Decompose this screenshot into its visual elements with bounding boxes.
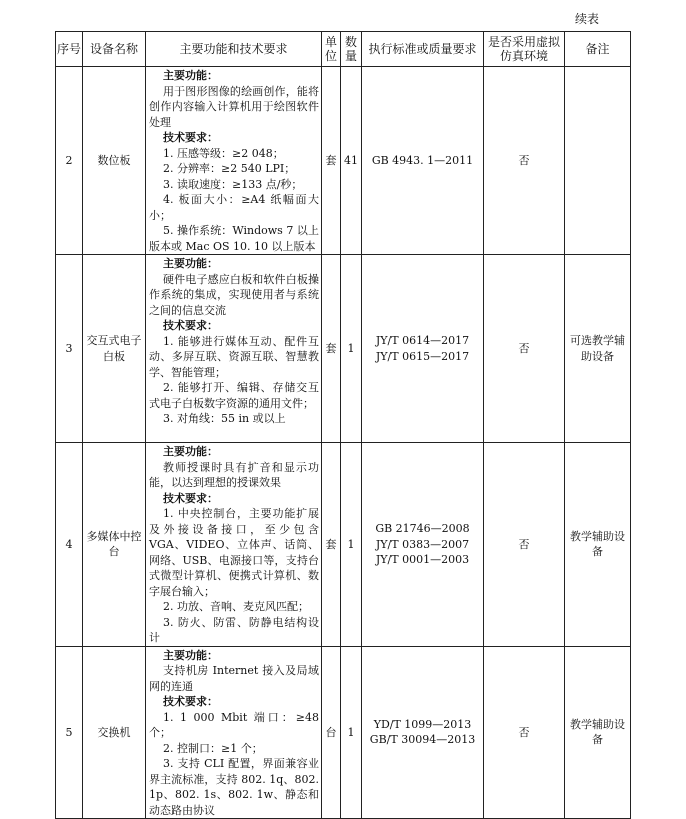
row-std bbox=[362, 443, 484, 647]
tech-item: 2. 控制口：≥1 个； bbox=[163, 741, 263, 755]
tech-title: 技术要求： bbox=[163, 491, 218, 505]
row-func bbox=[146, 443, 322, 647]
tech-item: 2. 能够打开、编辑、存储交互式电子白板数字资源的通用文件； bbox=[149, 381, 319, 410]
header-qty: 数量 bbox=[341, 32, 362, 67]
table-row bbox=[56, 67, 631, 255]
row-no: 3 bbox=[56, 255, 83, 443]
row-no: 5 bbox=[56, 646, 83, 819]
row-no: 2 bbox=[56, 67, 83, 255]
std-item: YD/T 1099—2013 bbox=[373, 717, 472, 731]
row-vr: 否 bbox=[484, 646, 565, 819]
tech-item: 4. 板面大小：≥A4 纸幅面大小； bbox=[149, 193, 319, 222]
header-vr: 是否采用虚拟仿真环境 bbox=[484, 32, 565, 67]
func-text: 支持机房 Internet 接入及局域网的连通 bbox=[149, 664, 319, 693]
row-vr: 否 bbox=[484, 443, 565, 647]
row-func bbox=[146, 646, 322, 819]
func-text: 硬件电子感应白板和软件白板操作系统的集成，实现使用者与系统之间的信息交流 bbox=[149, 272, 319, 317]
func-text: 教师授课时具有扩音和显示功能，以达到理想的授课效果 bbox=[149, 460, 319, 489]
tech-title: 技术要求： bbox=[163, 319, 218, 332]
row-note bbox=[565, 67, 631, 255]
func-title: 主要功能： bbox=[163, 69, 218, 82]
row-std bbox=[362, 646, 484, 819]
row-qty: 1 bbox=[341, 443, 362, 647]
row-unit: 套 bbox=[322, 443, 341, 647]
header-std: 执行标准或质量要求 bbox=[362, 32, 484, 67]
row-std bbox=[362, 67, 484, 255]
row-note: 可选教学辅助设备 bbox=[565, 255, 631, 443]
row-std bbox=[362, 255, 484, 443]
table-row bbox=[56, 646, 631, 819]
tech-item: 1. 压感等级：≥2 048； bbox=[163, 146, 284, 160]
tech-item: 3. 对角线：55 in 或以上 bbox=[163, 412, 286, 425]
tech-item: 5. 操作系统：Windows 7 以上版本或 Mac OS 10. 10 以上版本 bbox=[149, 224, 319, 253]
tech-item: 3. 支持 CLI 配置，界面兼容业界主流标准，支持 802. 1q、802. 1p、802. 1s、802. 1w、静态和动态路由协议 bbox=[149, 757, 319, 817]
row-unit: 台 bbox=[322, 646, 341, 819]
row-qty: 41 bbox=[341, 67, 362, 255]
row-qty: 1 bbox=[341, 646, 362, 819]
row-note: 教学辅助设备 bbox=[565, 646, 631, 819]
func-title: 主要功能： bbox=[163, 445, 218, 458]
equipment-table bbox=[55, 31, 631, 819]
row-name: 交换机 bbox=[83, 646, 146, 819]
row-name: 数位板 bbox=[83, 67, 146, 255]
std-item: JY/T 0615—2017 bbox=[375, 349, 470, 363]
std-item: GB 4943. 1—2011 bbox=[371, 153, 474, 167]
std-item: JY/T 0001—2003 bbox=[375, 553, 470, 566]
std-item: JY/T 0383—2007 bbox=[375, 537, 470, 551]
header-unit: 单位 bbox=[322, 32, 341, 67]
continued-label: 续表 bbox=[574, 12, 599, 26]
tech-item: 1. 中央控制台，主要功能扩展及外接设备接口，至少包含 VGA、VIDEO、立体声、话筒、网络、USB、电源接口等，支持台式微型计算机、便携式计算机、数字展台输入； bbox=[149, 507, 319, 598]
row-note: 教学辅助设备 bbox=[565, 443, 631, 647]
table-row bbox=[56, 443, 631, 647]
tech-item: 2. 功放、音响、麦克风匹配； bbox=[163, 600, 309, 613]
row-vr: 否 bbox=[484, 255, 565, 443]
tech-title: 技术要求： bbox=[163, 131, 218, 144]
func-text: 用于图形图像的绘画创作，能将创作内容输入计算机用于绘图软件处理 bbox=[149, 84, 319, 129]
tech-item: 1. 1 000 Mbit 端口：≥48 个； bbox=[149, 710, 319, 739]
row-unit: 套 bbox=[322, 255, 341, 443]
row-name: 交互式电子白板 bbox=[83, 255, 146, 443]
header-func: 主要功能和技术要求 bbox=[146, 32, 322, 67]
header-row bbox=[56, 32, 631, 67]
header-note: 备注 bbox=[565, 32, 631, 67]
tech-item: 2. 分辨率：≥2 540 LPI； bbox=[163, 162, 296, 175]
header-no: 序号 bbox=[56, 32, 83, 67]
func-title: 主要功能： bbox=[163, 648, 218, 662]
row-unit: 套 bbox=[322, 67, 341, 255]
table-row bbox=[56, 255, 631, 443]
tech-item: 1. 能够进行媒体互动、配件互动、多屏互联、资源互联、智慧教学、智能管理； bbox=[149, 334, 319, 379]
tech-title: 技术要求： bbox=[163, 695, 218, 708]
row-qty: 1 bbox=[341, 255, 362, 443]
std-item: GB/T 30094—2013 bbox=[369, 733, 476, 747]
row-vr: 否 bbox=[484, 67, 565, 255]
tech-item: 3. 防火、防雷、防静电结构设计 bbox=[149, 615, 319, 644]
row-name: 多媒体中控台 bbox=[83, 443, 146, 647]
row-no: 4 bbox=[56, 443, 83, 647]
row-func bbox=[146, 255, 322, 443]
std-item: GB 21746—2008 bbox=[375, 522, 470, 535]
func-title: 主要功能： bbox=[163, 257, 218, 270]
std-item: JY/T 0614—2017 bbox=[375, 334, 470, 347]
header-name: 设备名称 bbox=[83, 32, 146, 67]
row-func bbox=[146, 67, 322, 255]
tech-item: 3. 读取速度：≥133 点/秒； bbox=[163, 177, 303, 191]
